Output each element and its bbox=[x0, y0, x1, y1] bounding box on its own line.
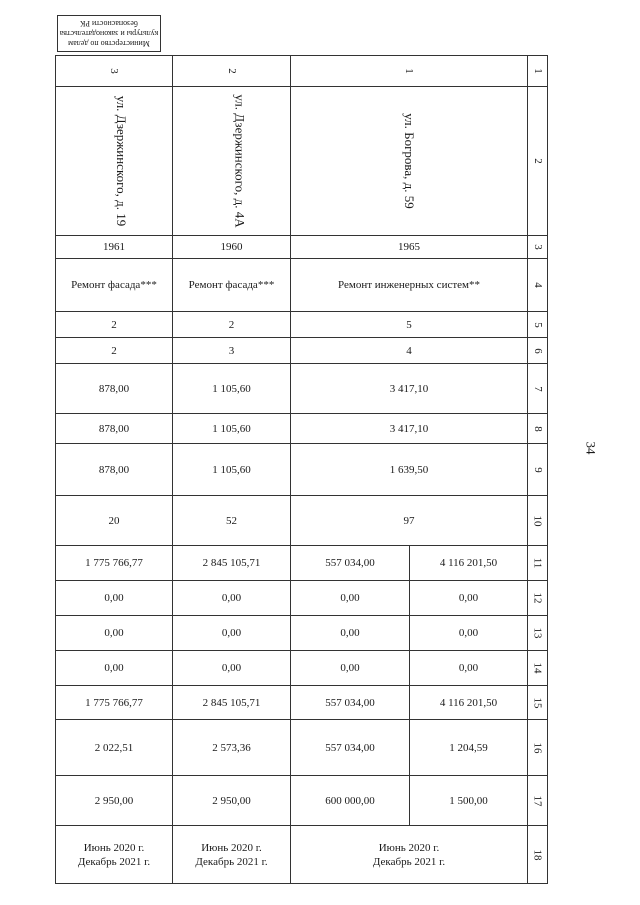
deadline-end: Декабрь 2021 г. bbox=[372, 855, 446, 868]
table-row bbox=[56, 826, 548, 884]
row-number: 10 bbox=[528, 496, 548, 546]
row-number: 12 bbox=[528, 581, 548, 616]
table-cell: 1 105,60 bbox=[173, 364, 291, 414]
table-cell: 1961 bbox=[56, 236, 173, 259]
table-cell bbox=[291, 826, 528, 884]
table-cell: 2 950,00 bbox=[56, 776, 173, 826]
row-number: 8 bbox=[528, 414, 548, 444]
table-cell: 0,00 bbox=[56, 581, 173, 616]
table-cell: 97 bbox=[291, 496, 528, 546]
table-row bbox=[56, 414, 548, 444]
table-row bbox=[56, 616, 548, 651]
row-number: 17 bbox=[528, 776, 548, 826]
row-number: 9 bbox=[528, 444, 548, 496]
table-cell: 1 204,59 bbox=[410, 720, 528, 776]
address-cell: ул. Дзержинского, д. 19 bbox=[56, 87, 173, 236]
table-cell: 1 775 766,77 bbox=[56, 546, 173, 581]
row-number: 3 bbox=[528, 236, 548, 259]
table-cell: 1960 bbox=[173, 236, 291, 259]
table-cell: 878,00 bbox=[56, 414, 173, 444]
table-row bbox=[56, 364, 548, 414]
table-cell: 0,00 bbox=[410, 651, 528, 686]
table-row bbox=[56, 496, 548, 546]
table-cell: 2 bbox=[173, 56, 291, 87]
deadline-start: Июнь 2020 г. bbox=[201, 841, 262, 854]
table-row bbox=[56, 312, 548, 338]
table-cell: 0,00 bbox=[291, 581, 410, 616]
table-row bbox=[56, 87, 548, 236]
table-cell: 557 034,00 bbox=[291, 720, 410, 776]
table-cell: 5 bbox=[291, 312, 528, 338]
table-cell: 0,00 bbox=[56, 616, 173, 651]
stamp-line: культуры и законодательства bbox=[59, 29, 159, 38]
table-cell: 3 bbox=[173, 338, 291, 364]
table-cell: 2 845 105,71 bbox=[173, 546, 291, 581]
table-cell: 0,00 bbox=[173, 651, 291, 686]
row-number: 15 bbox=[528, 686, 548, 720]
table-cell: 1 500,00 bbox=[410, 776, 528, 826]
row-number: 14 bbox=[528, 651, 548, 686]
table-cell: 878,00 bbox=[56, 364, 173, 414]
table-cell: 0,00 bbox=[56, 651, 173, 686]
table-cell: Ремонт инженерных систем** bbox=[291, 259, 528, 312]
table-row bbox=[56, 338, 548, 364]
table-cell: 557 034,00 bbox=[291, 546, 410, 581]
table-cell: 2 022,51 bbox=[56, 720, 173, 776]
table-cell: 4 116 201,50 bbox=[410, 686, 528, 720]
deadline-end: Декабрь 2021 г. bbox=[77, 855, 151, 868]
table-cell: 1 775 766,77 bbox=[56, 686, 173, 720]
row-number: 13 bbox=[528, 616, 548, 651]
table-cell: 1 105,60 bbox=[173, 414, 291, 444]
row-number: 18 bbox=[528, 826, 548, 884]
table-cell: 2 950,00 bbox=[173, 776, 291, 826]
table-cell: 4 bbox=[291, 338, 528, 364]
table-cell: 2 845 105,71 bbox=[173, 686, 291, 720]
row-number: 16 bbox=[528, 720, 548, 776]
table-cell bbox=[173, 826, 291, 884]
table-cell: 0,00 bbox=[410, 581, 528, 616]
row-number: 6 bbox=[528, 338, 548, 364]
address-cell: ул. Богрова, д. 59 bbox=[291, 87, 528, 236]
table-row bbox=[56, 581, 548, 616]
stamp-line: безопасности РК bbox=[80, 19, 138, 28]
table-cell: 0,00 bbox=[291, 651, 410, 686]
repair-table bbox=[55, 55, 548, 884]
stamp bbox=[57, 15, 161, 52]
table-row bbox=[56, 776, 548, 826]
table-row bbox=[56, 546, 548, 581]
table-cell: 52 bbox=[173, 496, 291, 546]
table-cell: 4 116 201,50 bbox=[410, 546, 528, 581]
address-cell: ул. Дзержинского, д. 4А bbox=[173, 87, 291, 236]
table-cell: 1 105,60 bbox=[173, 444, 291, 496]
table-row bbox=[56, 56, 548, 87]
table-cell: 0,00 bbox=[410, 616, 528, 651]
table-cell bbox=[56, 826, 173, 884]
table-cell: 878,00 bbox=[56, 444, 173, 496]
page-number: 34 bbox=[583, 441, 599, 455]
table-cell: 2 bbox=[173, 312, 291, 338]
table-cell: 3 417,10 bbox=[291, 414, 528, 444]
table-cell: 557 034,00 bbox=[291, 686, 410, 720]
deadline-start: Июнь 2020 г. bbox=[83, 841, 145, 854]
table-row bbox=[56, 651, 548, 686]
table-cell: 1 639,50 bbox=[291, 444, 528, 496]
table-cell: 3 bbox=[56, 56, 173, 87]
table-cell: 3 417,10 bbox=[291, 364, 528, 414]
row-number: 7 bbox=[528, 364, 548, 414]
table-cell: 2 bbox=[56, 338, 173, 364]
table-cell: 0,00 bbox=[291, 616, 410, 651]
table-cell: 2 bbox=[56, 312, 173, 338]
table-cell: 600 000,00 bbox=[291, 776, 410, 826]
table-row bbox=[56, 686, 548, 720]
table-row bbox=[56, 236, 548, 259]
table-cell: Ремонт фасада*** bbox=[173, 259, 291, 312]
row-number: 4 bbox=[528, 259, 548, 312]
row-number: 11 bbox=[528, 546, 548, 581]
table-cell: 1965 bbox=[291, 236, 528, 259]
row-number: 2 bbox=[528, 87, 548, 236]
table-cell: 20 bbox=[56, 496, 173, 546]
table-cell: 1 bbox=[291, 56, 528, 87]
table-cell: 0,00 bbox=[173, 581, 291, 616]
table-cell: 0,00 bbox=[173, 616, 291, 651]
deadline-end: Декабрь 2021 г. bbox=[195, 855, 268, 868]
table-cell: 2 573,36 bbox=[173, 720, 291, 776]
deadline-start: Июнь 2020 г. bbox=[378, 841, 440, 854]
table-row bbox=[56, 444, 548, 496]
table-cell: Ремонт фасада*** bbox=[56, 259, 173, 312]
row-number: 1 bbox=[528, 56, 548, 87]
table-row bbox=[56, 720, 548, 776]
stamp-line: Министерство по делам bbox=[68, 39, 150, 48]
row-number: 5 bbox=[528, 312, 548, 338]
table-row bbox=[56, 259, 548, 312]
